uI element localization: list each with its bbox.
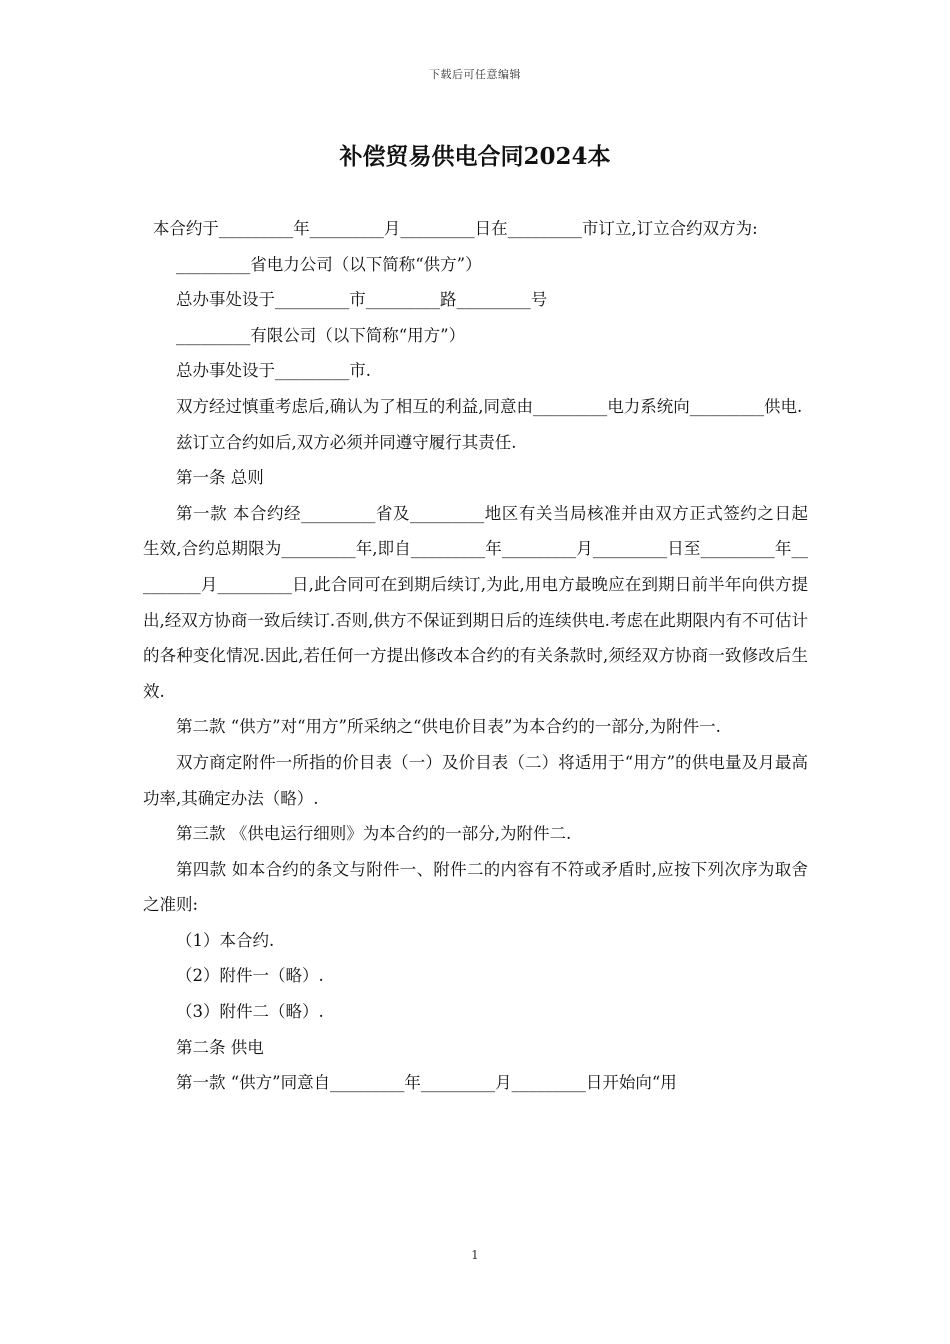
article-1-clause-2: 第二款 “供方”对“用方”所采纳之“供电价目表”为本合约的一部分,为附件一.: [176, 717, 721, 737]
paragraph-preamble: 本合约于_________年_________月_________日在_________市订立,订立合约双方为:: [152, 219, 758, 238]
article-heading-2: 第二条 供电: [176, 1037, 264, 1057]
paragraph-user-office: 总办事处设于_________市.: [176, 361, 371, 381]
article-1-clause-4: 第四款 如本合约的条文与附件一、附件二的内容有不符或矛盾时,应按下列次序为取舍之准则:: [143, 859, 808, 915]
paragraph-obligation: 兹订立合约如后,双方必须并同遵守履行其责任.: [176, 432, 517, 452]
paragraph-supplier-office: 总办事处设于_________市_________路_________号: [176, 290, 548, 310]
article-1-clause-2-detail: 双方商定附件一所指的价目表（一）及价目表（二）将适用于“用方”的供电量及月最高功率,其确定办法（略）.: [143, 752, 808, 808]
page-number: 1: [471, 1248, 479, 1262]
article-1-clause-3: 第三款 《供电运行细则》为本合约的一部分,为附件二.: [176, 824, 572, 844]
paragraph-user-name: _________有限公司（以下简称“用方”）: [176, 325, 466, 345]
paragraph-supplier-name: _________省电力公司（以下简称“供方”）: [176, 254, 482, 274]
document-title: 补偿贸易供电合同2024本: [339, 143, 611, 170]
document-body: [143, 211, 808, 1101]
paragraph-agreement-purpose: 双方经过慎重考虑后,确认为了相互的利益,同意由_________电力系统向_________供电.: [176, 396, 803, 416]
list-item-3: （3）附件二（略）.: [176, 1002, 324, 1022]
article-heading-1: 第一条 总则: [176, 468, 264, 488]
article-1-clause-1: 第一款 本合约经_________省及_________地区有关当局核准并由双方正式签约之日起生效,合约总期限为_________年,即自_________年_________月_________日至_________年_________月_________日,此合同可在到期后续订,为此,用电方最晚应在到期日前半年向供方提出,经双方协商一致后续订.否则,供方不保证到期日后的连续供电.考虑在此期限内有不可估计的各种变化情况.因此,若任何一方提出修改本合约的有关条款时,须经双方协商一致修改后生效.: [143, 503, 808, 701]
list-item-1: （1）本合约.: [176, 930, 275, 950]
page-header-note: 下载后可任意编辑: [429, 68, 521, 81]
article-2-clause-1: 第一款 “供方”同意自_________年_________月_________日开始向“用: [176, 1073, 677, 1093]
list-item-2: （2）附件一（略）.: [176, 966, 324, 986]
